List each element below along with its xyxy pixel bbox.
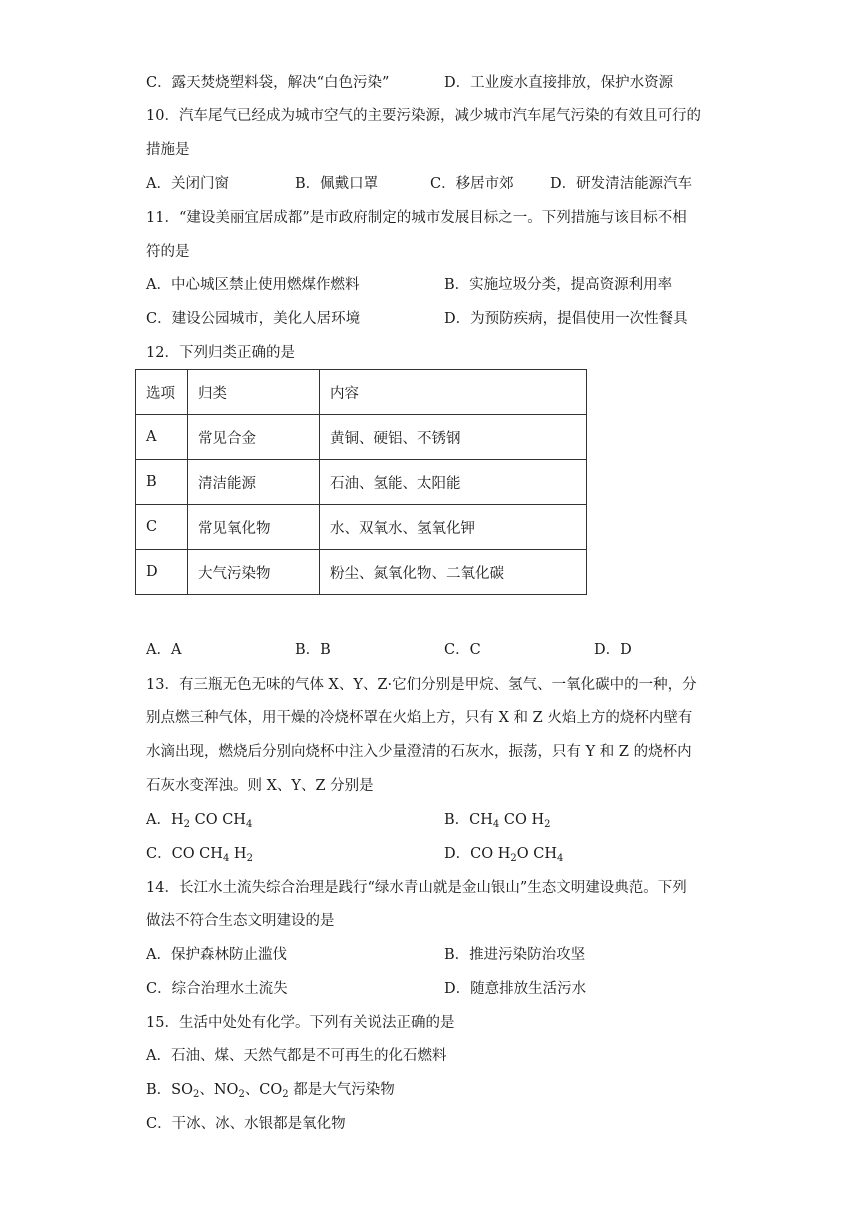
table-cell: 粉尘、氮氧化物、二氧化碳 [320, 550, 587, 595]
q10-stem-line1: 10．汽车尾气已经成为城市空气的主要污染源，减少城市汽车尾气污染的有效且可行的 [146, 108, 701, 124]
q12-option-d: D．D [594, 642, 632, 658]
q14-stem-line2: 做法不符合生态文明建设的是 [146, 913, 335, 929]
q13-option-c: C．CO $CH_4$ $H_2$ [146, 846, 253, 864]
q14-option-d: D．随意排放生活污水 [444, 981, 587, 997]
q10-option-a: A．关闭门窗 [146, 176, 229, 192]
table-row [136, 505, 587, 550]
table-row [136, 415, 587, 460]
q11-option-d: D．为预防疾病，提倡使用一次性餐具 [444, 311, 688, 327]
table-cell: C [136, 505, 188, 550]
q11-option-a: A．中心城区禁止使用燃煤作燃料 [146, 277, 360, 293]
table-cell: 常见氧化物 [188, 505, 320, 550]
q13-option-a: A．$H_2$ CO $CH_4$ [146, 812, 253, 830]
table-cell: B [136, 460, 188, 505]
q14-option-b: B．推进污染防治攻坚 [444, 947, 586, 963]
table-cell: 黄铜、硬铝、不锈钢 [320, 415, 587, 460]
table-row [136, 550, 587, 595]
q9-option-c: C．露天焚烧塑料袋，解决“白色污染” [146, 75, 390, 91]
q15-option-c: C．干冰、冰、水银都是氧化物 [146, 1116, 346, 1132]
q12-stem: 12．下列归类正确的是 [146, 345, 295, 361]
header-cell: 内容 [320, 370, 587, 415]
header-cell: 归类 [188, 370, 320, 415]
q12-option-a: A．A [146, 642, 182, 658]
table-cell: 清洁能源 [188, 460, 320, 505]
table-cell: A [136, 415, 188, 460]
q15-option-a: A．石油、煤、天然气都是不可再生的化石燃料 [146, 1048, 447, 1064]
q13-stem-line3: 水滴出现，燃烧后分别向烧杯中注入少量澄清的石灰水，振荡，只有 Y 和 Z 的烧杯内 [146, 744, 692, 760]
q13-stem-line2: 别点燃三种气体，用干燥的冷烧杯罩在火焰上方，只有 X 和 Z 火焰上方的烧杯内壁有 [146, 710, 693, 726]
classification-table [135, 369, 587, 595]
q14-option-c: C．综合治理水土流失 [146, 981, 288, 997]
q15-option-b: B．$SO_2$、$NO_2$、$CO_2$ 都是大气污染物 [146, 1082, 395, 1100]
table-cell: 大气污染物 [188, 550, 320, 595]
q13-stem-line4: 石灰水变浑浊。则 X、Y、Z 分别是 [146, 778, 374, 794]
q13-option-d: D．CO $H_2O$ $CH_4$ [444, 846, 564, 864]
header-cell: 选项 [136, 370, 188, 415]
q13-option-b: B．$CH_4$ CO $H_2$ [444, 812, 551, 830]
q11-stem-line1: 11．“建设美丽宜居成都”是市政府制定的城市发展目标之一。下列措施与该目标不相 [146, 210, 687, 226]
table-cell: 水、双氧水、氢氧化钾 [320, 505, 587, 550]
q12-option-c: C．C [444, 642, 481, 658]
q10-stem-line2: 措施是 [146, 142, 190, 158]
table-row [136, 460, 587, 505]
q14-stem-line1: 14．长江水土流失综合治理是践行“绿水青山就是金山银山”生态文明建设典范。下列 [146, 880, 687, 896]
q15-stem: 15．生活中处处有化学。下列有关说法正确的是 [146, 1015, 455, 1031]
q11-option-c: C．建设公园城市，美化人居环境 [146, 311, 361, 327]
table-cell: 常见合金 [188, 415, 320, 460]
q11-option-b: B．实施垃圾分类，提高资源利用率 [444, 277, 673, 293]
q12-option-b: B．B [295, 642, 331, 658]
table-cell: D [136, 550, 188, 595]
q13-stem-line1: 13．有三瓶无色无味的气体 X、Y、Z·它们分别是甲烷、氢气、一氧化碳中的一种，分 [146, 677, 697, 693]
q9-option-d: D．工业废水直接排放，保护水资源 [444, 75, 674, 91]
q14-option-a: A．保护森林防止滥伐 [146, 947, 287, 963]
q10-option-c: C．移居市郊 [430, 176, 514, 192]
table-cell: 石油、氢能、太阳能 [320, 460, 587, 505]
q10-option-b: B．佩戴口罩 [295, 176, 379, 192]
q10-option-d: D．研发清洁能源汽车 [550, 176, 693, 192]
table-header-row [136, 370, 587, 415]
q11-stem-line2: 符的是 [146, 244, 190, 260]
